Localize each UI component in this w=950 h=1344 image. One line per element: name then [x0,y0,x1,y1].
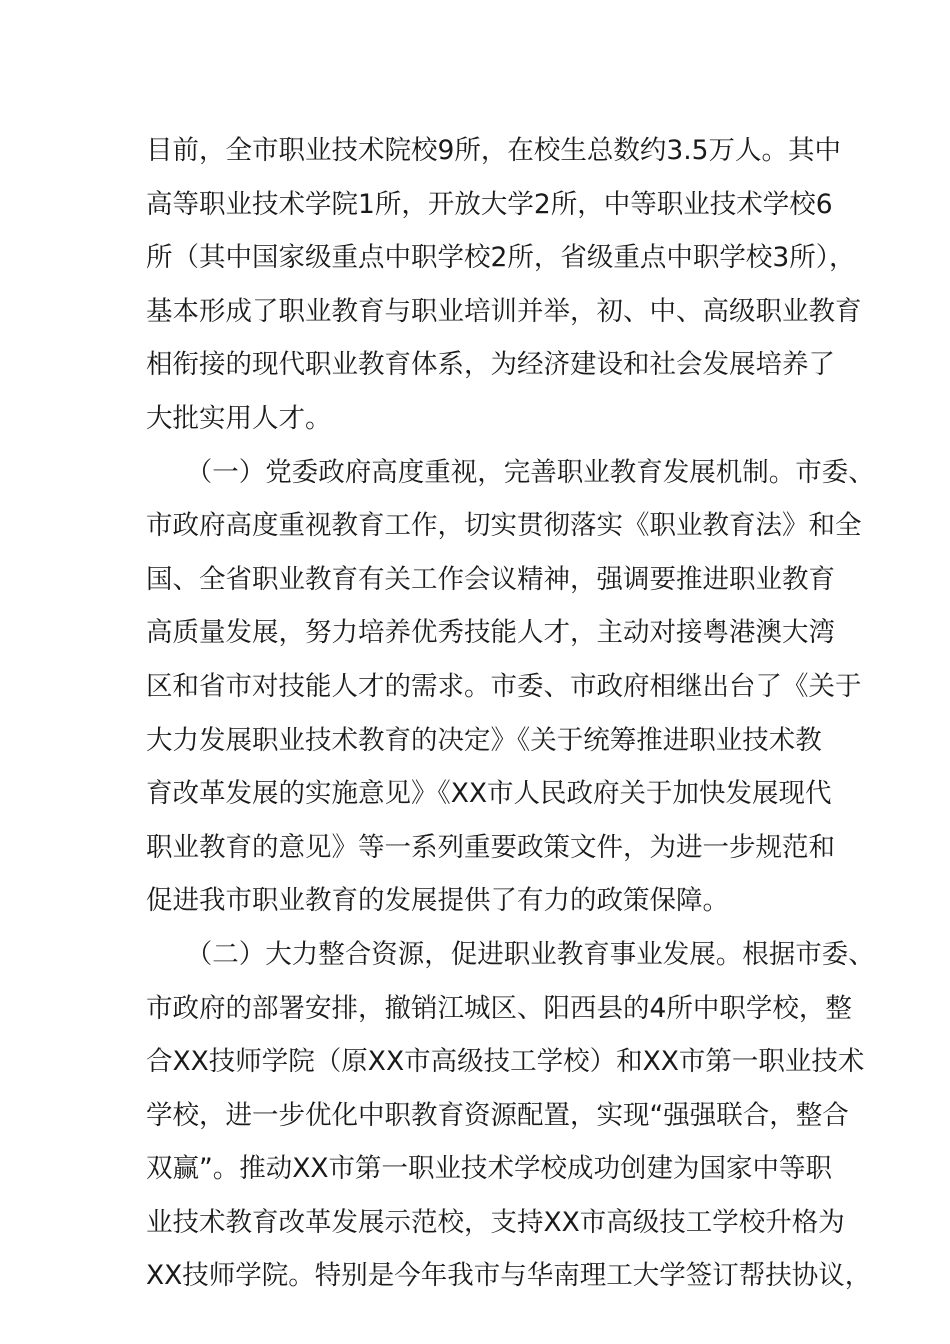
text-line: 高等职业技术学院1所，开放大学2所，中等职业技术学校6 [146,188,833,220]
text-line: 市政府高度重视教育工作，切实贯彻落实《职业教育法》和全 [146,510,862,542]
text-line: 相衔接的现代职业教育体系，为经济建设和社会发展培养了 [146,349,835,381]
document-body [146,124,875,1303]
text-line: 所（其中国家级重点中职学校2所，省级重点中职学校3所）， [146,242,856,274]
text-line: 高质量发展，努力培养优秀技能人才，主动对接粤港澳大湾 [146,617,835,649]
text-line: 育改革发展的实施意见》《XX市人民政府关于加快发展现代 [146,778,832,810]
text-line: 基本形成了职业教育与职业培训并举，初、中、高级职业教育 [146,295,862,327]
text-line: 区和省市对技能人才的需求。市委、市政府相继出台了《关于 [146,670,862,702]
text-line: （一）党委政府高度重视，完善职业教育发展机制。市委、 [146,456,875,488]
text-line: 学校，进一步优化中职教育资源配置，实现“强强联合，整合 [146,1099,849,1131]
text-line: 目前，全市职业技术院校9所，在校生总数约3.5万人。其中 [146,135,842,166]
text-line: 促进我市职业教育的发展提供了有力的政策保障。 [146,885,729,917]
text-line: 职业教育的意见》等一系列重要政策文件，为进一步规范和 [146,831,835,863]
text-line: （二）大力整合资源，促进职业教育事业发展。根据市委、 [146,938,875,970]
text-line: 大力发展职业技术教育的决定》《关于统筹推进职业技术教 [146,724,822,756]
text-line: 双赢”。推动XX市第一职业技术学校成功创建为国家中等职 [146,1153,833,1185]
text-line: 合XX技师学院（原XX市高级技工学校）和XX市第一职业技术 [146,1046,865,1078]
text-line: XX技师学院。特别是今年我市与华南理工大学签订帮扶协议， [146,1260,872,1292]
text-line: 市政府的部署安排，撤销江城区、阳西县的4所中职学校，整 [146,992,852,1024]
text-line: 大批实用人才。 [146,402,332,434]
text-line: 国、全省职业教育有关工作会议精神，强调要推进职业教育 [146,563,835,595]
text-line: 业技术教育改革发展示范校，支持XX市高级技工学校升格为 [146,1206,845,1238]
